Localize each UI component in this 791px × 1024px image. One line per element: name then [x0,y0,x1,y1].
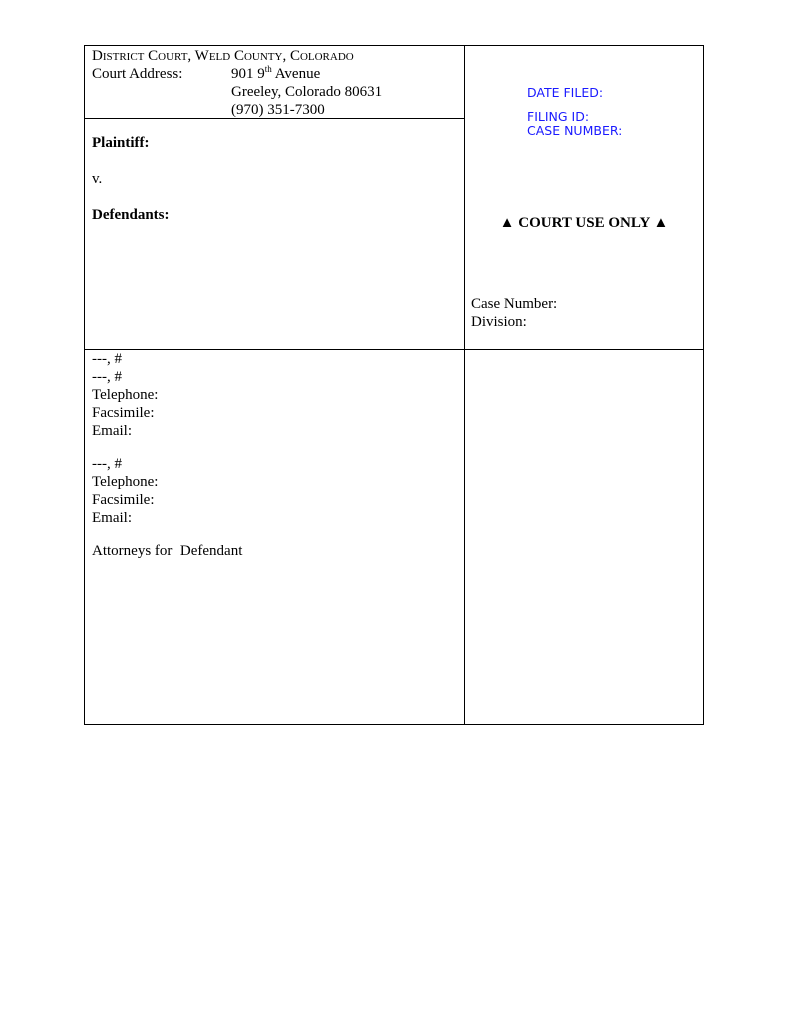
court-street [231,65,320,83]
defendants-label: Defendants: [92,207,170,223]
attorney-block2-email: Email: [92,510,132,526]
versus-label: v. [92,171,103,187]
column-divider [464,46,465,724]
court-use-only-label: ▲ COURT USE ONLY ▲ [499,215,669,231]
plaintiff-label: Plaintiff: [92,135,150,151]
date-filed-label: DATE FILED: [527,85,604,100]
attorney-section-divider [85,349,703,350]
attorneys-role: Attorneys for Defendant [92,543,243,559]
attorney-block2-telephone: Telephone: [92,474,159,490]
court-phone: (970) 351-7300 [231,102,325,118]
court-street-ordinal: th [264,64,272,74]
attorney-2-name: ---, # [92,369,122,385]
attorney-1-name: ---, # [92,351,122,367]
attorney-block1-facsimile: Facsimile: [92,405,155,421]
court-street-number: 901 9 [231,66,265,82]
court-street-name: Avenue [271,66,321,82]
attorney-3-name: ---, # [92,456,122,472]
stamp-case-number-label: CASE NUMBER: [527,123,623,138]
court-address-label: Court Address: [92,66,183,82]
division-label: Division: [471,314,527,330]
caption-table [84,45,704,725]
court-city: Greeley, Colorado 80631 [231,84,383,100]
attorney-block1-email: Email: [92,423,132,439]
case-number-label: Case Number: [471,296,558,312]
attorney-block1-telephone: Telephone: [92,387,159,403]
court-name: District Court, Weld County, Colorado [92,48,354,64]
attorney-block2-facsimile: Facsimile: [92,492,155,508]
filing-id-label: FILING ID: [527,109,590,124]
